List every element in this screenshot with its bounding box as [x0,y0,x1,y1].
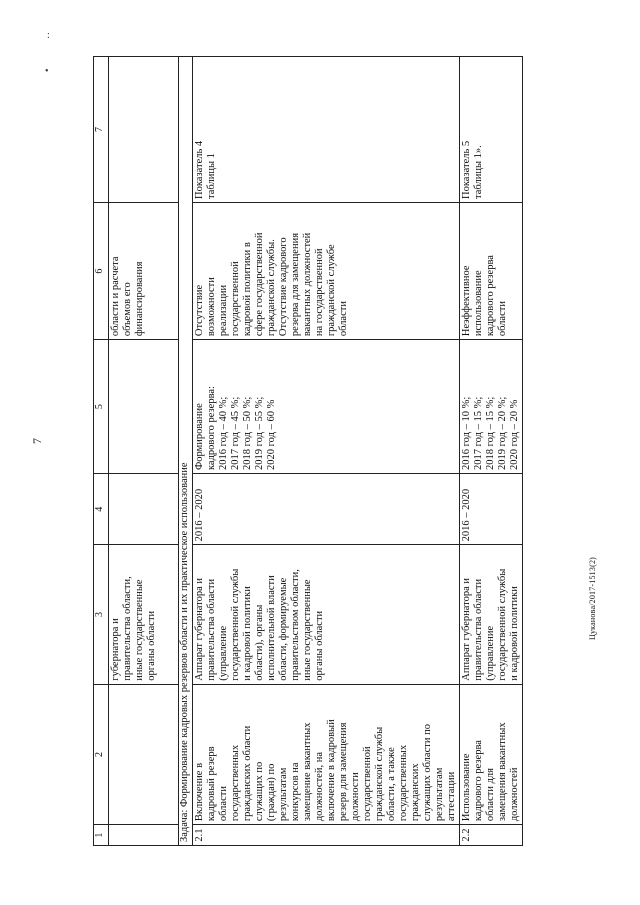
cell-consequences: Отсутствие возможности реализации государственной кадровой политики в сфере государственной гражданской службы. Отсутствие кадрового резерва для замещения вакантных должностей на государственной гражданской службе области [193,202,460,339]
continued-row [109,57,179,846]
page-number: 7 [30,438,44,444]
cell-consequences: Неэффективное использование кадрового резерва области [460,202,523,339]
document-stamp: Цуканова/2017-1513(2) [588,556,597,640]
table-row [460,57,523,846]
header-cell: 2 [94,684,109,824]
header-cell: 5 [94,340,109,474]
cell [109,825,179,846]
cell-indicator: Показатель 4 таблицы 1 [193,57,460,203]
task-label: Задача: Формирование кадровых резервов области и их практическое использование [179,57,193,846]
header-cell: 1 [94,825,109,846]
cell-period: 2016 – 2020 [193,474,460,545]
header-cell: 4 [94,474,109,545]
cell [109,474,179,545]
table-row [193,57,460,846]
cell-executor: Аппарат губернатора и правительства области (управление государственной службы и кадровой политики области), органы исполнительной власти области, формируемые правительством области, иные государственные органы области [193,545,460,684]
header-cell: 3 [94,545,109,684]
cell-top-col3: губернатора и правительства области, иные государственные органы области [109,545,179,684]
header-row [94,57,109,846]
program-table [93,56,523,846]
cell-indicator: Показатель 5 таблицы 1». [460,57,523,203]
scan-mark-dot: • [45,66,49,77]
cell-measure: Использование кадрового резерва области для замещения вакантных должностей [460,684,523,824]
cell-result: 2016 год – 10 %; 2017 год – 15 %; 2018 год – 15 %; 2019 год – 20 %; 2020 год – 20 % [460,340,523,474]
cell [109,340,179,474]
cell-executor: Аппарат губернатора и правительства области (управление государственной службы и кадровой политики [460,545,523,684]
cell [109,57,179,203]
header-cell: 7 [94,57,109,203]
cell-top-col6: области и расчета объемов его финансирования [109,202,179,339]
cell-period: 2016 – 2020 [460,474,523,545]
cell-result: Формирование кадрового резерва: 2016 год – 40 %; 2017 год – 45 %; 2018 год – 50 %; 2019 год – 55 %; 2020 год – 60 % [193,340,460,474]
scan-mark-top: : [47,30,50,41]
header-cell: 6 [94,202,109,339]
cell [109,684,179,824]
task-row [179,57,193,846]
rotated-table-wrapper [93,56,519,846]
row-number: 2.2 [460,825,523,846]
cell-measure: Включение в кадровый резерв области государственных гражданских области служащих по (граждан) по результатам конкурсов на замещение вакантных должностей, на включение в кадровый резерв для замещения должности государственной гражданской службы области, а также государственных гражданских служащих области по результатам аттестации [193,684,460,824]
row-number: 2.1 [193,825,460,846]
